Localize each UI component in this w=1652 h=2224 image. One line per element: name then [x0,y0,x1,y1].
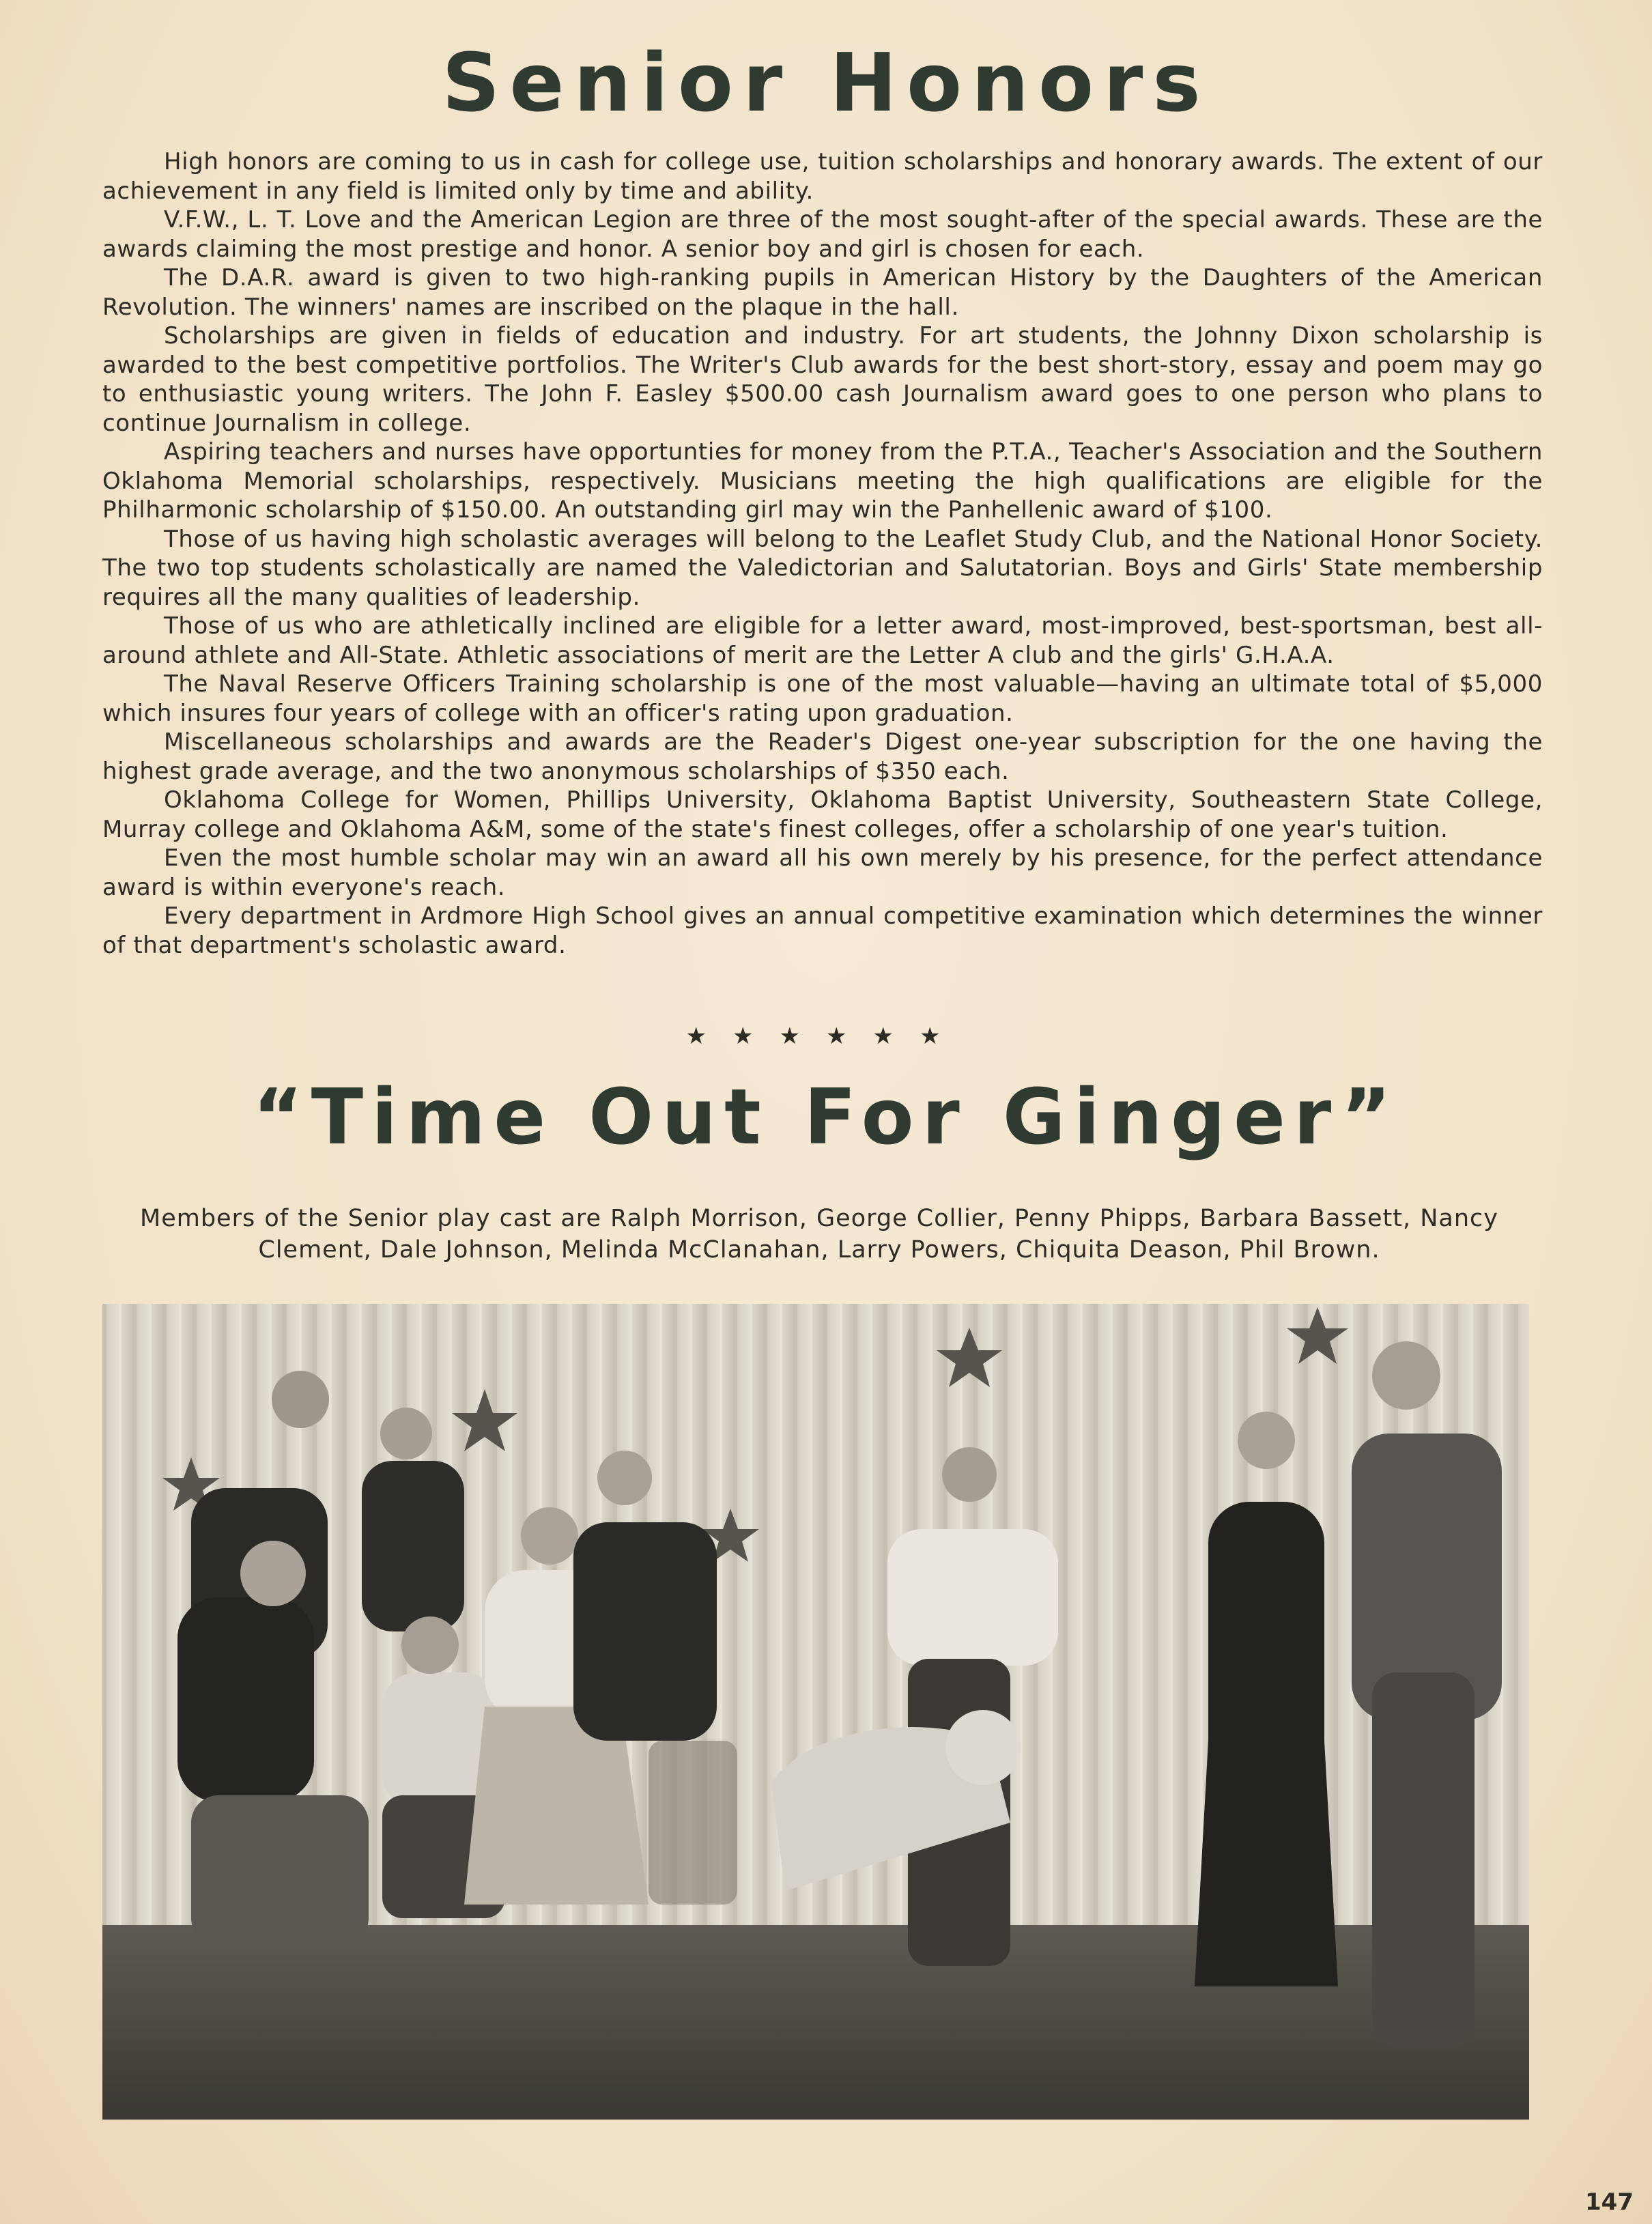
page-number: 147 [1585,2189,1634,2216]
paragraph: Scholarships are given in fields of education and industry. For art students, the Johnny Dixon scholarship is awarded to the best competitive portfolios. The Writer's Club awards for the best short-story, essay and poem may go to enthusiastic young writers. The John F. Easley $500.00 cash Journalism award goes to one person who plans to continue Journalism in college. [102,322,1543,437]
paragraph: Miscellaneous scholarships and awards are the Reader's Digest one-year subscription for the one having the highest grade average, and the two anonymous scholarships of $350 each. [102,728,1543,785]
paragraph: Those of us having high scholastic averages will belong to the Leaflet Study Club, and the National Honor Society. The two top students scholastically are named the Valedictorian and Salutatorian. Boys and Girls' State membership requires all the many qualities of leadership. [102,525,1543,611]
cast-photo [102,1304,1529,2120]
page-title: Senior Honors [442,35,1210,130]
cast-list: Members of the Senior play cast are Ralph Morrison, George Collier, Penny Phipps, Barbara Bassett, Nancy Clement, Dale Johnson, Melinda McClanahan, Larry Powers, Chiquita Deason, Phil Brown. [140,1205,1498,1264]
paragraph: Those of us who are athletically inclined are eligible for a letter award, most-improved, best-sportsman, best all-around athlete and All-State. Athletic associations of merit are the Letter A club and the girls' G.H.A.A. [102,612,1543,669]
play-title: “Time Out For Ginger” [253,1073,1399,1162]
paragraph: High honors are coming to us in cash for college use, tuition scholarships and honorary awards. The extent of our achievement in any field is limited only by time and ability. [102,148,1543,205]
paragraph: The D.A.R. award is given to two high-ranking pupils in American History by the Daughters of the American Revolution. The winners' names are inscribed on the plaque in the hall. [102,264,1543,321]
paragraph: V.F.W., L. T. Love and the American Legion are three of the most sought-after of the special awards. These are the awards claiming the most prestige and honor. A senior boy and girl is chosen for each. [102,206,1543,263]
paragraph: The Naval Reserve Officers Training scholarship is one of the most valuable—having an ultimate total of $5,000 which insures four years of college with an officer's rating upon graduation. [102,670,1543,727]
star-divider: ★★★★★★ [685,1023,967,1050]
paragraph: Oklahoma College for Women, Phillips University, Oklahoma Baptist University, Southeastern State College, Murray college and Oklahoma A&M, some of the state's finest colleges, offer a scholarship of one year's tuition. [102,786,1543,843]
paragraph: Every department in Ardmore High School gives an annual competitive examination which determines the winner of that department's scholastic award. [102,902,1543,959]
honors-body-text [102,147,1543,960]
paragraph: Aspiring teachers and nurses have opportunties for money from the P.T.A., Teacher's Association and the Southern Oklahoma Memorial scholarships, respectively. Musicians meeting the high qualifications are eligible for the Philharmonic scholarship of $150.00. An outstanding girl may win the Panhellenic award of $100. [102,438,1543,524]
paragraph: Even the most humble scholar may win an award all his own merely by his presence, for the perfect attendance award is within everyone's reach. [102,844,1543,901]
